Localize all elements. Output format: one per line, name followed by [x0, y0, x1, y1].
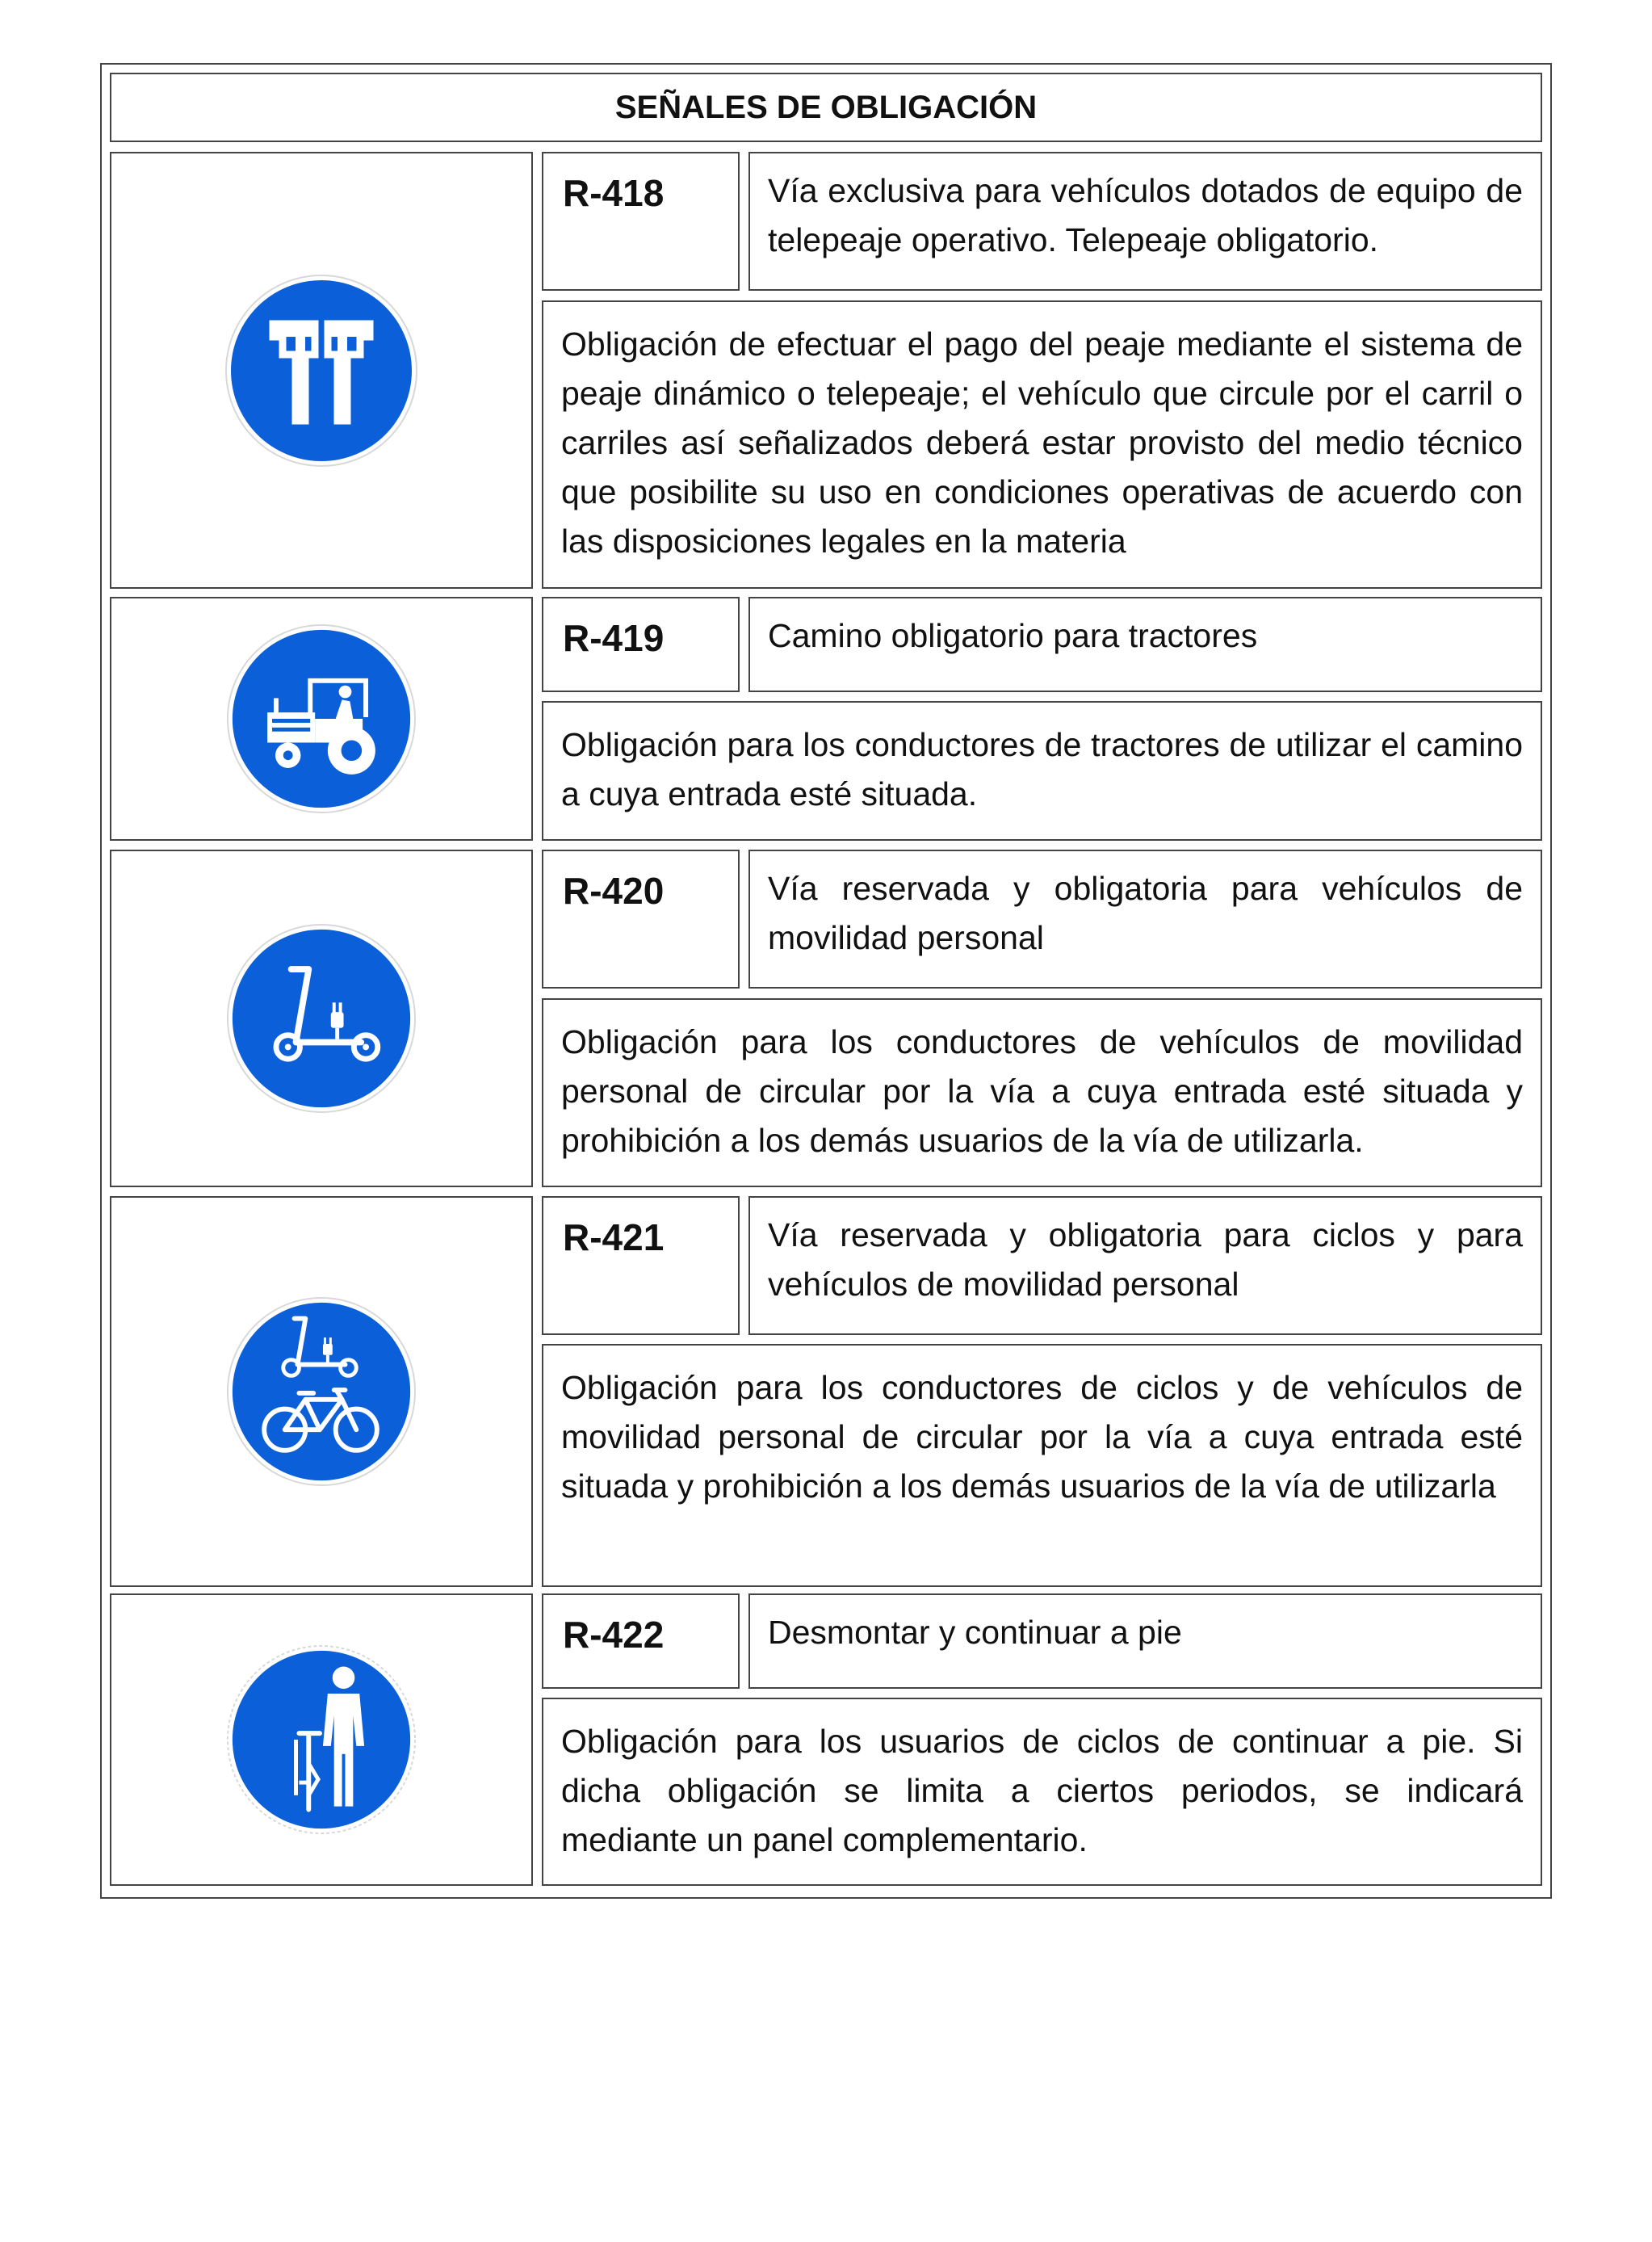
- code-text: R-419: [563, 617, 665, 659]
- sign-long-r421: [542, 1344, 1542, 1587]
- sign-long-r419: [542, 701, 1542, 841]
- long-description: Obligación para los usuarios de ciclos de continuar a pie. Si dicha obligación se limita a ciertos periodos, se indicará mediante un panel complementario.: [561, 1723, 1523, 1858]
- scooter-bicycle-sign-icon: [226, 1296, 417, 1487]
- code-text: R-422: [563, 1614, 665, 1656]
- sign-short-r421: [748, 1196, 1542, 1335]
- sign-short-r422: [748, 1593, 1542, 1689]
- short-description: Vía exclusiva para vehículos dotados de equipo de telepeaje operativo. Telepeaje obligatorio.: [768, 172, 1523, 258]
- sign-code-r421: [542, 1196, 740, 1335]
- long-description: Obligación de efectuar el pago del peaje mediante el sistema de peaje dinámico o telepeaje; el vehículo que circule por el carril o carriles así señalizados deberá estar provisto del medio técnico que posibilite su uso en condiciones operativas de acuerdo con las disposiciones legales en la materia: [561, 325, 1523, 560]
- sign-short-r420: [748, 850, 1542, 989]
- sign-cell-r418: [110, 152, 533, 589]
- code-text: R-418: [563, 172, 665, 214]
- sign-code-r420: [542, 850, 740, 989]
- sign-code-r422: [542, 1593, 740, 1689]
- short-description: Vía reservada y obligatoria para ciclos y para vehículos de movilidad personal: [768, 1216, 1523, 1303]
- long-description: Obligación para los conductores de vehículos de movilidad personal de circular por la vía a cuya entrada esté situada y prohibición a los demás usuarios de la vía de utilizarla.: [561, 1023, 1523, 1159]
- short-description: Camino obligatorio para tractores: [768, 617, 1258, 654]
- sign-cell-r422: [110, 1593, 533, 1886]
- code-text: R-421: [563, 1216, 665, 1258]
- telepeaje-sign-icon: [224, 274, 418, 468]
- pedestrian-bicycle-sign-icon: [226, 1644, 417, 1835]
- table-title-text: SEÑALES DE OBLIGACIÓN: [614, 89, 1038, 125]
- sign-short-r419: [748, 597, 1542, 692]
- sign-long-r418: [542, 300, 1542, 589]
- long-description: Obligación para los conductores de tractores de utilizar el camino a cuya entrada esté situada.: [561, 726, 1523, 812]
- code-text: R-420: [563, 870, 665, 912]
- sign-code-r419: [542, 597, 740, 692]
- sign-code-r418: [542, 152, 740, 291]
- long-description: Obligación para los conductores de ciclos y de vehículos de movilidad personal de circular por la vía a cuya entrada esté situada y prohibición a los demás usuarios de la vía de utilizarla: [561, 1369, 1523, 1505]
- sign-short-r418: [748, 152, 1542, 291]
- scooter-sign-icon: [226, 923, 417, 1114]
- sign-cell-r419: [110, 597, 533, 841]
- sign-cell-r420: [110, 850, 533, 1187]
- sign-long-r420: [542, 998, 1542, 1187]
- short-description: Desmontar y continuar a pie: [768, 1614, 1182, 1651]
- table-title: [110, 73, 1542, 142]
- short-description: Vía reservada y obligatoria para vehículos de movilidad personal: [768, 870, 1523, 956]
- sign-cell-r421: [110, 1196, 533, 1587]
- tractor-sign-icon: [226, 623, 417, 814]
- sign-long-r422: [542, 1698, 1542, 1886]
